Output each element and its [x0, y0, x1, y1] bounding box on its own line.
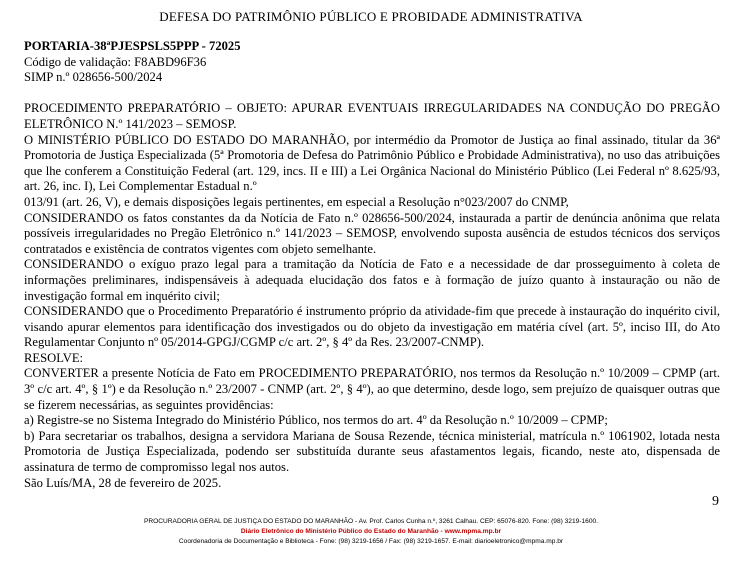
- footer-address: PROCURADORIA GERAL DE JUSTIÇA DO ESTADO DO MARANHÃO - Av. Prof. Carlos Cunha n.º, 3261 Calhau. CEP: 65076-820. Fone: (98) 3219-1600.: [143, 518, 598, 525]
- preamble-paragraph: O MINISTÉRIO PÚBLICO DO ESTADO DO MARANHÃO, por intermédio da Promotor de Justiça ao final assinado, titular da 36ª Promotoria de Justiça Especializada (5ª Promotoria de Defesa do Patrimônio Público e Probidade Administrativa), no uso das atribuições que lhe conferem a Constituição Federal (art. 129, incs. II e III) a Lei Orgânica Nacional do Ministério Público (Lei Federal nº 8.625/93, art. 26, inc. I), Lei Complementar Estadual n.º: [24, 132, 720, 194]
- considering-paragraph-1: CONSIDERANDO os fatos constantes da da Notícia de Fato n.º 028656-500/2024, instaurada a partir de denúncia anônima que relata possíveis irregularidades no Pregão Eletrônico n.º 141/2023 – SEMOSP, envolvendo suposta ausência de estudos técnicos dos serviços contratados e existência de contratos vigentes com objeto semelhante.: [24, 210, 720, 256]
- footer-contact: Coordenadoria de Documentação e Biblioteca - Fone: (98) 3219-1656 / Fax: (98) 3219-1657. E-mail: diarioeletronico@mpma.mp.br: [178, 538, 564, 545]
- resolve-heading: RESOLVE:: [24, 350, 84, 365]
- section-title: DEFESA DO PATRIMÔNIO PÚBLICO E PROBIDADE ADMINISTRATIVA: [159, 9, 583, 24]
- object-paragraph: PROCEDIMENTO PREPARATÓRIO – OBJETO: APURAR EVENTUAIS IRREGULARIDADES NA CONDUÇÃO DO PREGÃO ELETRÔNICO N.º 141/2023 – SEMOSP.: [24, 101, 720, 131]
- place-and-date: São Luís/MA, 28 de fevereiro de 2025.: [24, 475, 222, 490]
- considering-paragraph-2: CONSIDERANDO o exíguo prazo legal para a tramitação da Notícia de Fato e a necessidade de dar prosseguimento à coleta de informações preliminares, indispensáveis à adequada elucidação dos fatos e à formação de juízo quanto à instauração ou não de investigação formal em inquérito civil;: [24, 257, 720, 303]
- page-number: 9: [712, 494, 719, 509]
- validation-code: Código de validação: F8ABD96F36: [24, 54, 207, 69]
- provision-a: a) Registre-se no Sistema Integrado do Ministério Público, nos termos do art. 4º da Resolução n.º 10/2009 – CPMP;: [24, 413, 608, 428]
- convert-paragraph: CONVERTER a presente Notícia de Fato em PROCEDIMENTO PREPARATÓRIO, nos termos da Resolução n.º 10/2009 – CPMP (art. 3º c/c art. 4º, § 1º) e da Resolução n.º 23/2007 - CNMP (art. 2º, § 4º), ao que determino, desde logo, sem prejuízo de quaisquer outras que se fizerem necessárias, as seguintes providências:: [24, 366, 720, 412]
- spacer: [24, 86, 720, 102]
- legal-basis-paragraph: 013/91 (art. 26, V), e demais disposições legais pertinentes, em especial a Resolução n°023/2007 do CNMP,: [24, 194, 569, 209]
- page-footer: [0, 517, 742, 547]
- simp-number: SIMP n.º 028656-500/2024: [24, 70, 163, 85]
- considering-paragraph-3: CONSIDERANDO que o Procedimento Preparatório é instrumento próprio da atividade-fim que precede à instauração do inquérito civil, visando apurar elementos para identificação dos investigados ou do objeto da investigação em matéria cível (art. 5º, inciso III, do Ato Regulamentar Conjunto nº 05/2014-GPGJ/CGMP c/c art. 2º, § 4º da Res. 23/2007-CNMP).: [24, 304, 720, 350]
- portaria-number: PORTARIA-38ªPJESPSLS5PPP - 72025: [24, 39, 241, 53]
- footer-journal: Diário Eletrônico do Ministério Público do Estado do Maranhão - www.mpma.mp.br: [240, 528, 502, 535]
- provision-b: b) Para secretariar os trabalhos, designa a servidora Mariana de Sousa Rezende, técnica ministerial, matrícula n.º 1061902, lotada nesta Promotoria de Justiça Especializada, podendo ser substituída durante seus afastamentos legais, ficando, neste ato, dispensada de assinatura de termo de compromisso legal nos autos.: [24, 428, 720, 475]
- document-body: [24, 39, 720, 491]
